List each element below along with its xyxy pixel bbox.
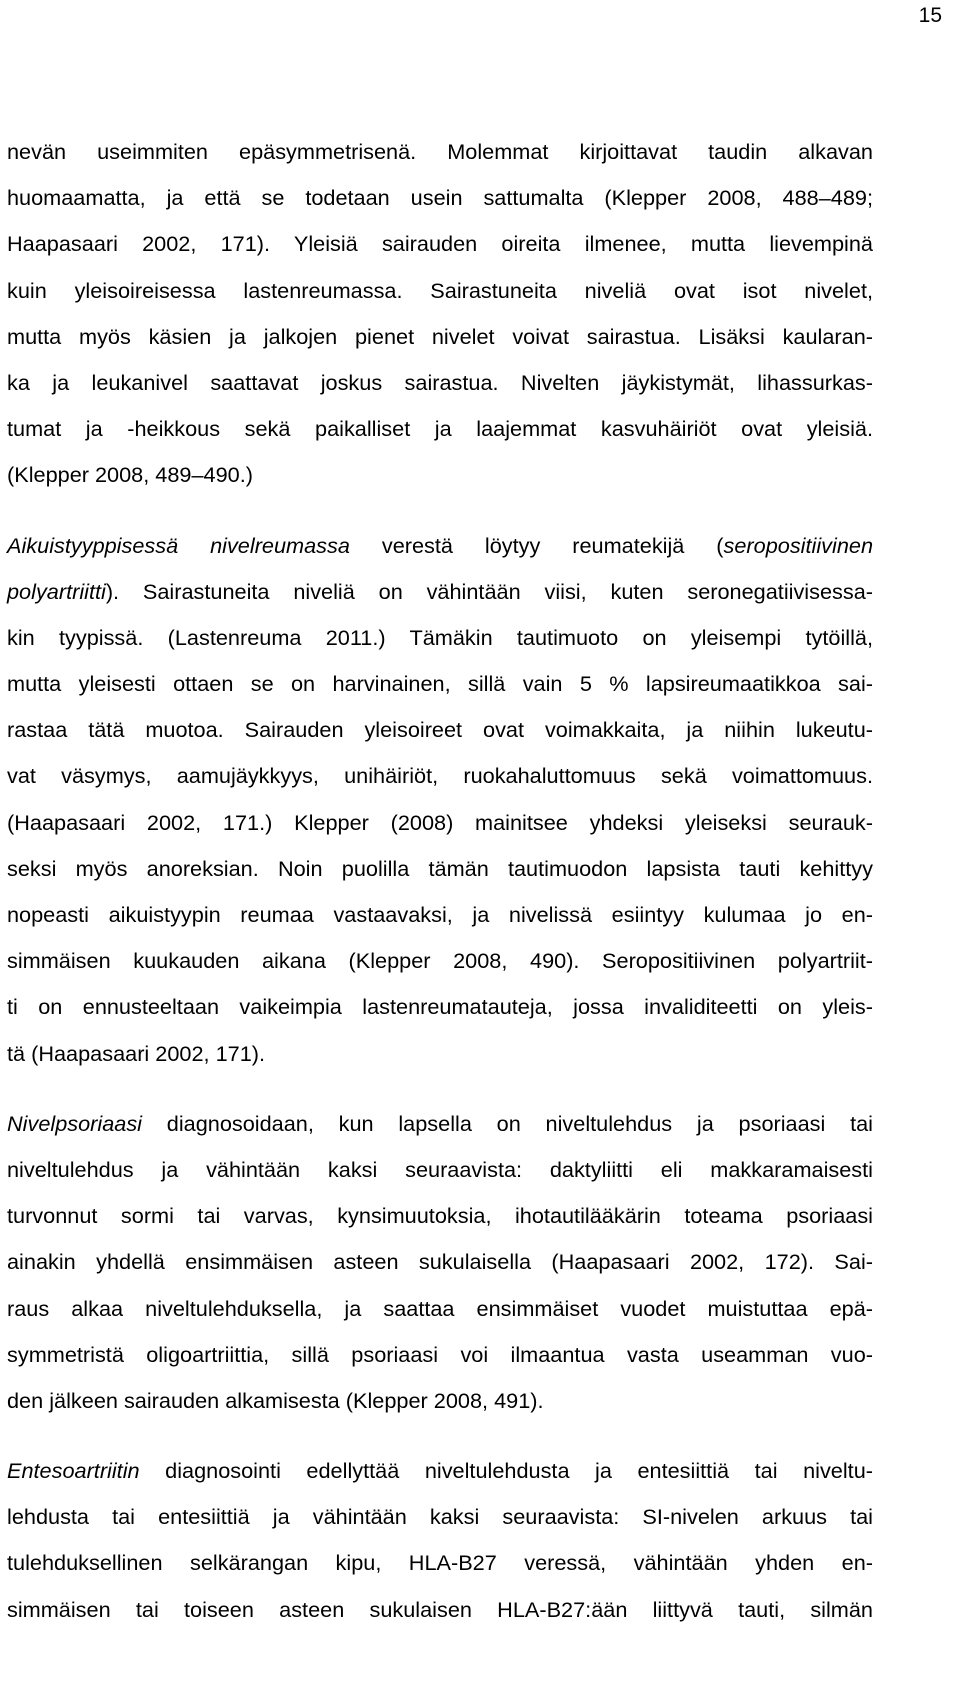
text-line: turvonnut sormi tai varvas, kynsimuutoksia, ihotautilääkärin toteama psoriaasi [7, 1203, 873, 1229]
text-line: Haapasaari 2002, 171). Yleisiä sairauden oireita ilmenee, mutta lievempinä [7, 231, 873, 257]
text-line: mutta yleisesti ottaen se on harvinainen, sillä vain 5 % lapsireumaatikkoa sai- [7, 671, 873, 697]
text-line: niveltulehdus ja vähintään kaksi seuraavista: daktyliitti eli makkaramaisesti [7, 1156, 873, 1182]
text-span: verestä löytyy reumatekijä ( [349, 532, 724, 558]
text-line: ka ja leukanivel saattavat joskus sairastua. Nivelten jäykistymät, lihassurkas- [7, 369, 873, 395]
paragraph [7, 1448, 873, 1633]
text-line: seksi myös anoreksian. Noin puolilla tämän tautimuodon lapsista tauti kehittyy [7, 855, 873, 881]
text-line: vat väsymys, aamujäykkyys, unihäiriöt, ruokahaluttomuus sekä voimattomuus. [7, 763, 873, 789]
text-line: kin tyypissä. (Lastenreuma 2011.) Tämäkin tautimuoto on yleisempi tytöillä, [7, 624, 873, 650]
text-line [7, 523, 873, 569]
text-line: kuin yleisoireisessa lastenreumassa. Sairastuneita niveliä ovat isot nivelet, [7, 277, 873, 303]
text-line: lehdusta tai entesiittiä ja vähintään kaksi seuraavista: SI-nivelen arkuus tai [7, 1504, 873, 1530]
document-body [7, 129, 873, 1633]
paragraph [7, 523, 873, 1077]
text-line: rastaa tätä muotoa. Sairauden yleisoireet ovat voimakkaita, ja niihin lukeutu- [7, 717, 873, 743]
text-line: tumat ja -heikkous sekä paikalliset ja laajemmat kasvuhäiriöt ovat yleisiä. [7, 416, 873, 442]
text-line: ti on ennusteeltaan vaikeimpia lastenreumatauteja, jossa invaliditeetti on yleis- [7, 994, 873, 1020]
text-line: raus alkaa niveltulehduksella, ja saattaa ensimmäiset vuodet muistuttaa epä- [7, 1295, 873, 1321]
text-span: diagnosointi edellyttää niveltulehdusta ja entesiittiä tai niveltu- [139, 1458, 873, 1484]
text-line: huomaamatta, ja että se todetaan usein sattumalta (Klepper 2008, 488–489; [7, 185, 873, 211]
italic-term: Aikuistyyppisessä nivelreumassa [7, 532, 350, 558]
text-line: nopeasti aikuistyypin reumaa vastaavaksi, ja nivelissä esiintyy kulumaa jo en- [7, 902, 873, 927]
paragraph [7, 1101, 873, 1424]
text-line: ainakin yhdellä ensimmäisen asteen sukulaisella (Haapasaari 2002, 172). Sai- [7, 1249, 873, 1275]
text-span: diagnosoidaan, kun lapsella on niveltulehdus ja psoriaasi tai [142, 1110, 873, 1136]
text-line: den jälkeen sairauden alkamisesta (Klepper 2008, 491). [7, 1387, 544, 1413]
text-line: nevän useimmiten epäsymmetrisenä. Molemmat kirjoittavat taudin alkavan [7, 139, 873, 164]
text-line: simmäisen kuukauden aikana (Klepper 2008, 490). Seropositiivinen polyartriit- [7, 948, 873, 974]
text-line: mutta myös käsien ja jalkojen pienet nivelet voivat sairastua. Lisäksi kaularan- [7, 323, 873, 349]
italic-term: polyartriitti [7, 578, 106, 604]
italic-term: Entesoartriitin [7, 1458, 140, 1484]
text-line: (Klepper 2008, 489–490.) [7, 462, 253, 488]
text-line [7, 1101, 873, 1147]
text-line: tulehduksellinen selkärangan kipu, HLA-B27 veressä, vähintään yhden en- [7, 1550, 873, 1576]
text-span: ). Sairastuneita niveliä on vähintään viisi, kuten seronegatiivisessa- [105, 578, 873, 604]
italic-term: Nivelpsoriaasi [7, 1110, 142, 1136]
page-number: 15 [918, 4, 942, 27]
text-line [7, 1448, 873, 1494]
text-line: (Haapasaari 2002, 171.) Klepper (2008) mainitsee yhdeksi yleiseksi seurauk- [7, 809, 873, 835]
text-line: symmetristä oligoartriittia, sillä psoriaasi voi ilmaantua vasta useamman vuo- [7, 1341, 873, 1367]
text-line: tä (Haapasaari 2002, 171). [7, 1040, 266, 1066]
italic-term: seropositiivinen [723, 532, 874, 558]
text-line: simmäisen tai toiseen asteen sukulaisen HLA-B27:ään liittyvä tauti, silmän [7, 1596, 873, 1622]
text-line [7, 569, 873, 615]
paragraph [7, 129, 873, 499]
